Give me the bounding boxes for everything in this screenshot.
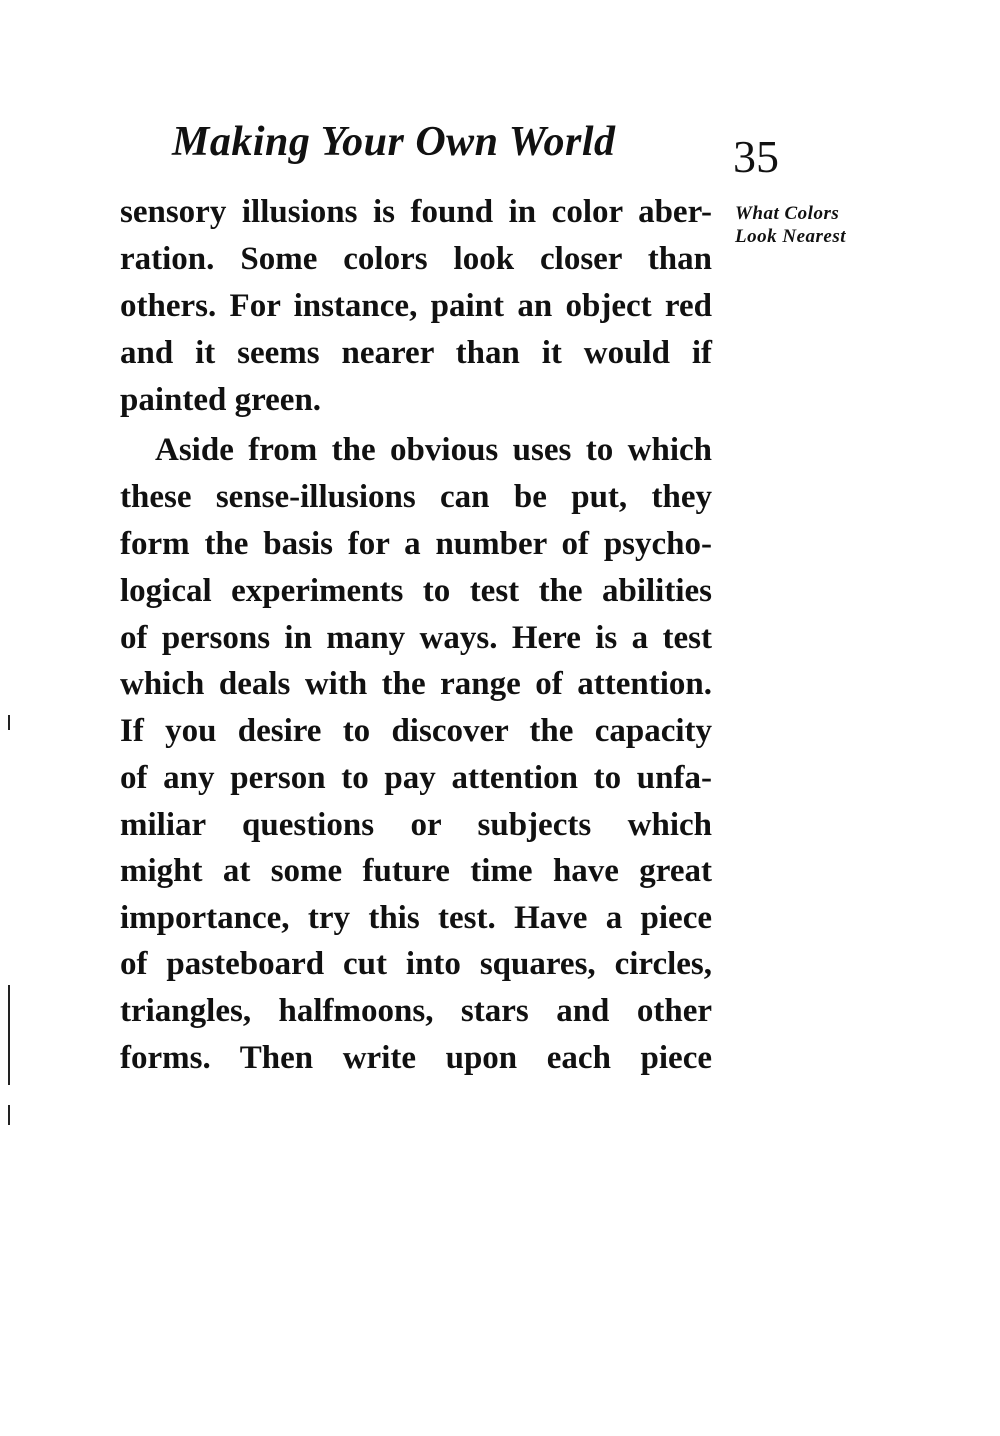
body-line: which deals with the range of attention. — [120, 666, 712, 702]
body-line: these sense-illusions can be put, they — [120, 479, 712, 515]
body-line: and it seems nearer than it would if — [120, 335, 712, 371]
margin-note-line-2: Look Nearest — [735, 226, 847, 247]
body-line: others. For instance, paint an object red — [120, 288, 712, 324]
body-line: of any person to pay attention to unfa- — [120, 760, 712, 796]
running-head: Making Your Own World — [172, 119, 616, 165]
body-line: If you desire to discover the capacity — [120, 713, 712, 749]
body-line: form the basis for a number of psycho- — [120, 526, 712, 562]
page-number: 35 — [733, 131, 779, 182]
scan-edge-mark — [8, 1105, 10, 1125]
body-line: of pasteboard cut into squares, circles, — [120, 946, 712, 982]
scan-edge-mark — [8, 985, 10, 1085]
body-line: painted green. — [120, 382, 322, 418]
body-line: importance, try this test. Have a piece — [120, 900, 712, 936]
body-line: ration. Some colors look closer than — [120, 241, 712, 277]
body-line: triangles, halfmoons, stars and other — [120, 993, 712, 1029]
body-line: sensory illusions is found in color aber- — [120, 194, 712, 230]
body-line: Aside from the obvious uses to which — [155, 432, 712, 468]
body-line: of persons in many ways. Here is a test — [120, 620, 712, 656]
body-line: might at some future time have great — [120, 853, 712, 889]
body-line: miliar questions or subjects which — [120, 807, 712, 843]
body-line: forms. Then write upon each piece — [120, 1040, 712, 1076]
margin-note-line-1: What Colors — [735, 203, 840, 224]
body-line: logical experiments to test the abilities — [120, 573, 712, 609]
scan-edge-mark — [8, 715, 10, 730]
